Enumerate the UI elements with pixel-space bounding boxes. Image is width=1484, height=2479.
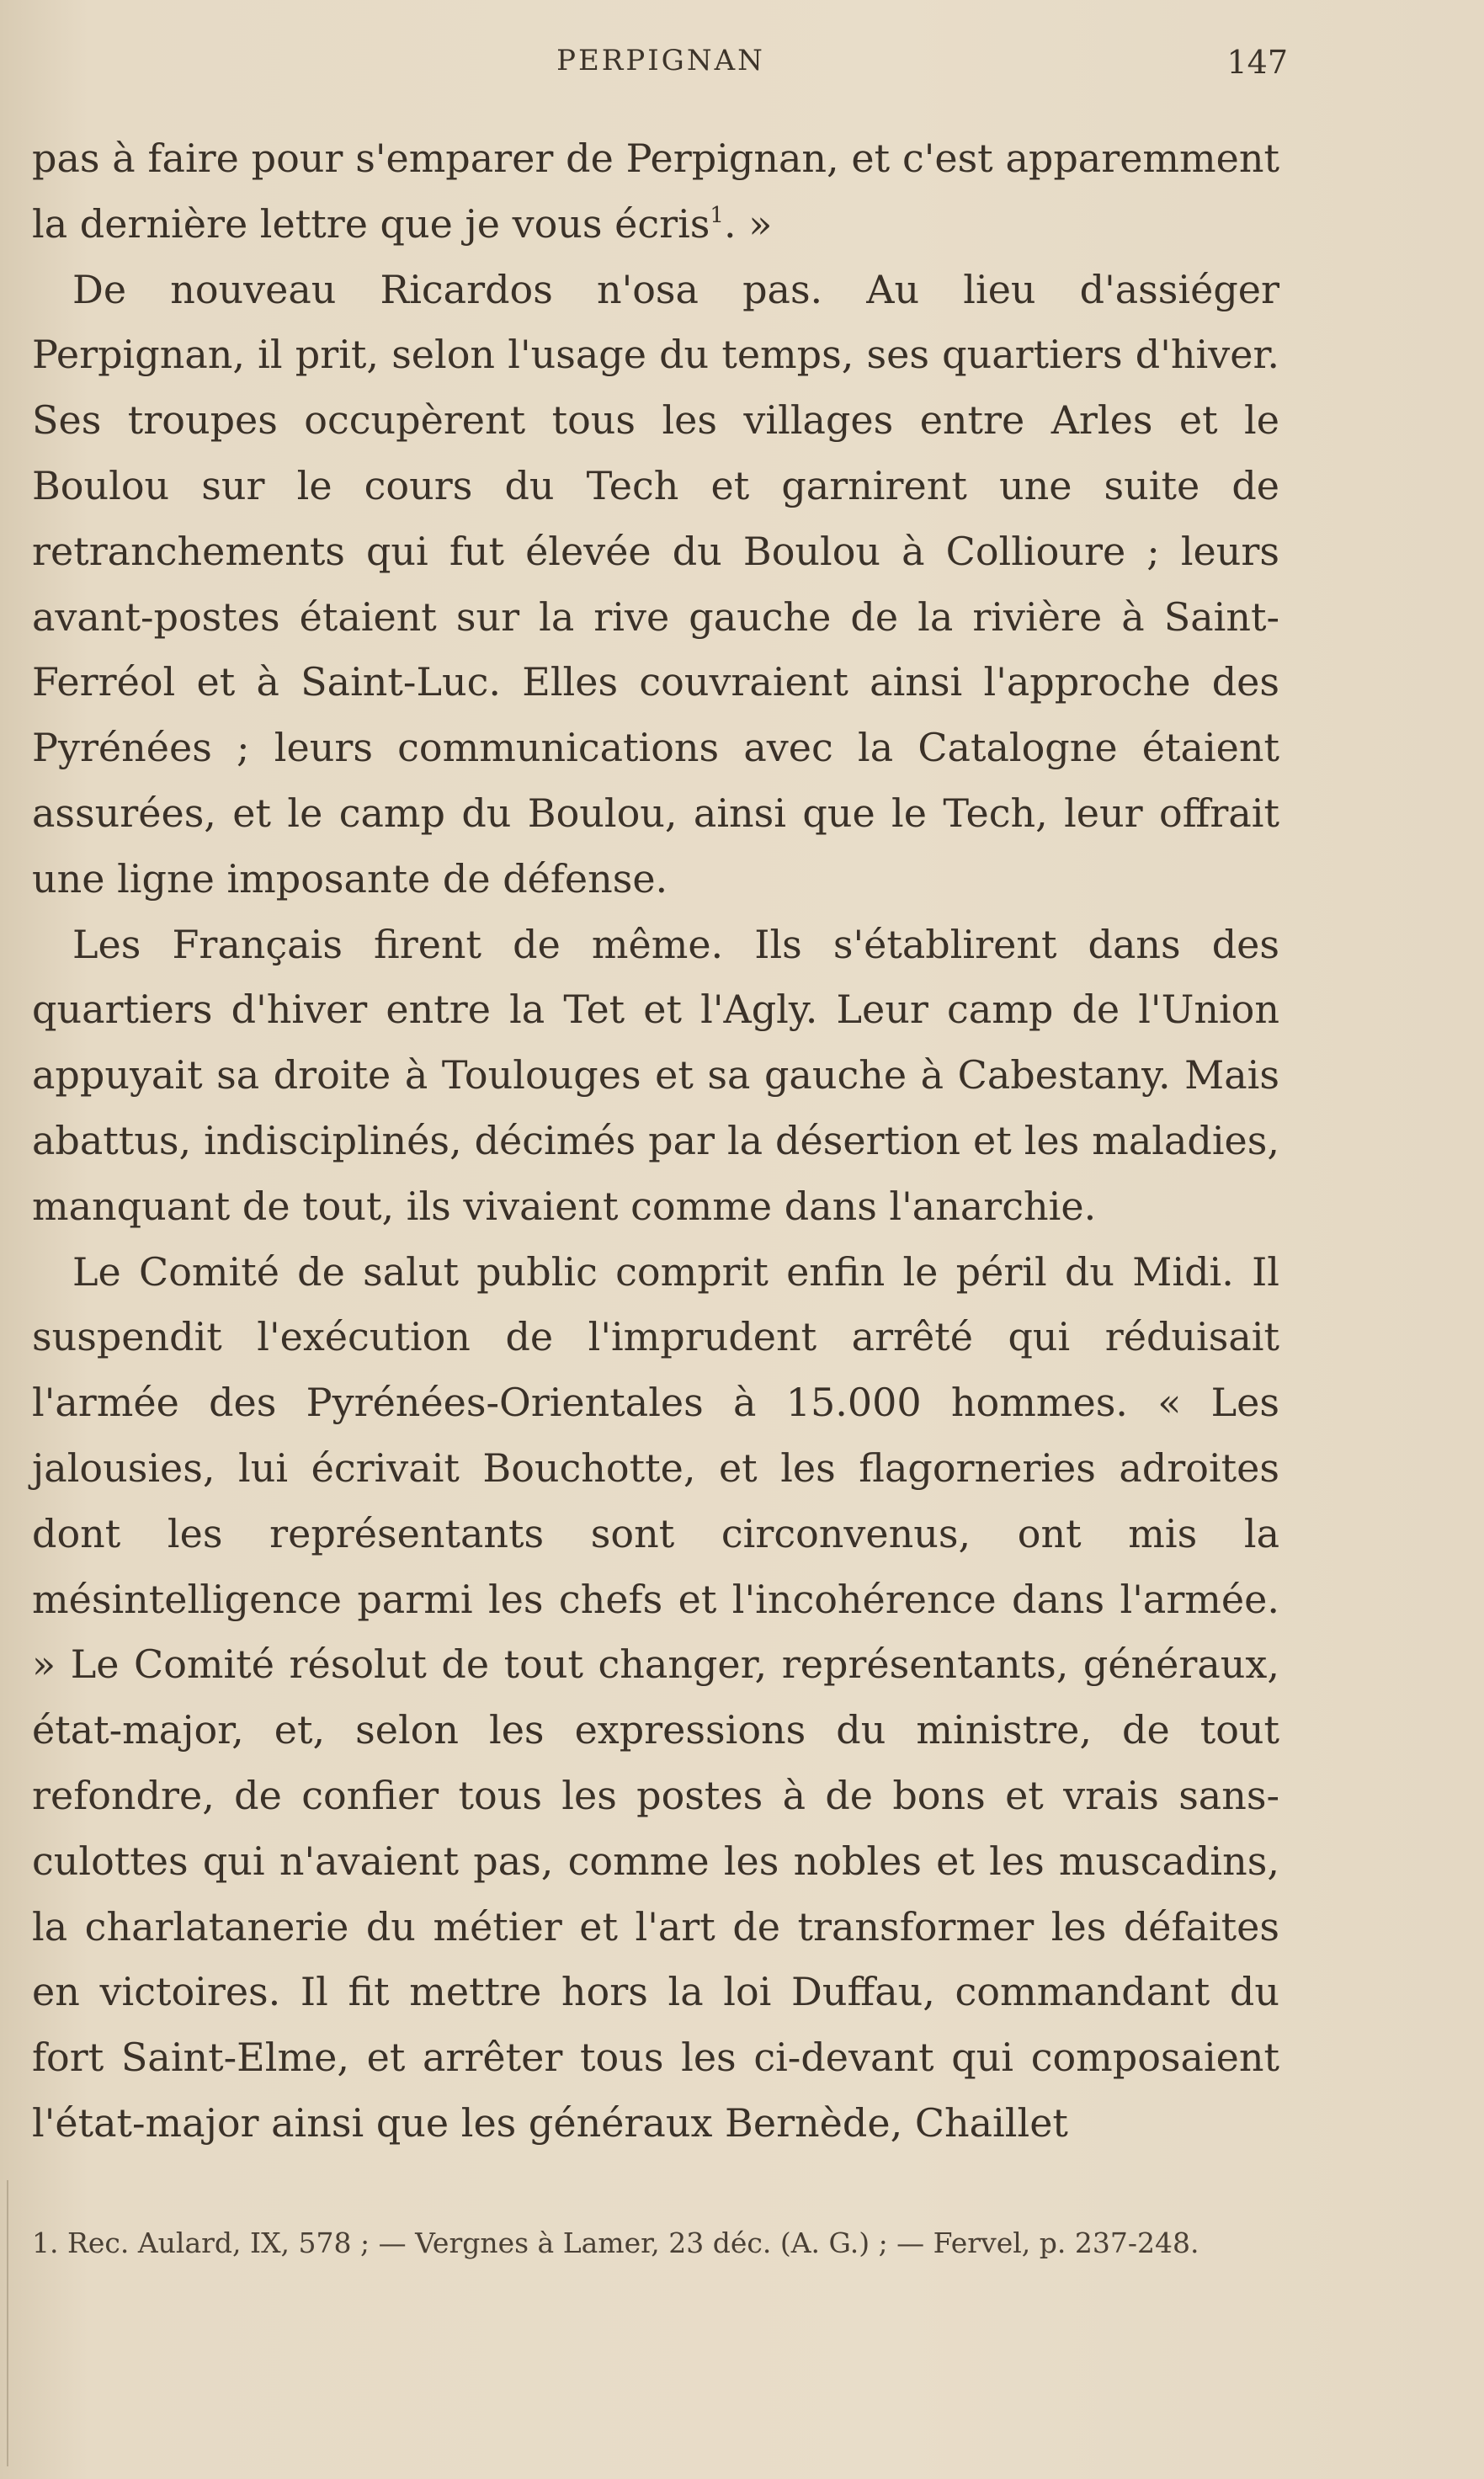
main-text xyxy=(32,126,1279,2157)
page-number: 147 xyxy=(1226,44,1288,81)
page-header xyxy=(34,44,1288,94)
paragraph-4: Le Comité de salut public comprit enfin le péril du Midi. Il suspendit l'exécution de l'imprudent arrêté qui réduisait l'armée des Pyrénées-Orientales à 15.000 hommes. « Les jalousies, lui écrivait Bouchotte, et les flagorneries adroites dont les représentants sont circonvenus, ont mis la mésintelligence parmi les chefs et l'incohérence dans l'armée. » Le Comité résolut de tout changer, représentants, généraux, état-major, et, selon les expressions du ministre, de tout refondre, de confier tous les postes à de bons et vrais sans-culottes qui n'avaient pas, comme les nobles et les muscadins, la charlatanerie du métier et l'art de transformer les défaites en victoires. Il fit mettre hors la loi Duffau, commandant du fort Saint-Elme, et arrêter tous les ci-devant qui composaient l'état-major ainsi que les généraux Bernède, Chaillet xyxy=(32,1248,1279,2146)
paragraph-1 xyxy=(32,126,1279,258)
paragraph-1-end: . » xyxy=(723,200,773,247)
paragraph-1-text: pas à faire pour s'emparer de Perpignan, et c'est apparemment la dernière lettre que je vous écris xyxy=(32,136,1279,247)
paragraph-2: De nouveau Ricardos n'osa pas. Au lieu d'assiéger Perpignan, il prit, selon l'usage du temps, ses quartiers d'hiver. Ses troupes occupèrent tous les villages entre Arles et le Boulou sur le cours du Tech et garnirent une suite de retranchements qui fut élevée du Boulou à Collioure ; leurs avant-postes étaient sur la rive gauche de la rivière à Saint-Ferréol et à Saint-Luc. Elles couvraient ainsi l'approche des Pyrénées ; leurs communications avec la Catalogne étaient assurées, et le camp du Boulou, ainsi que le Tech, leur offrait une ligne imposante de défense. xyxy=(32,266,1279,902)
paragraph-3: Les Français firent de même. Ils s'établirent dans des quartiers d'hiver entre la Tet et l'Agly. Leur camp de l'Union appuyait sa droite à Toulouges et sa gauche à Cabestany. Mais abattus, indisciplinés, décimés par la désertion et les maladies, manquant de tout, ils vivaient comme dans l'anarchie. xyxy=(32,921,1279,1229)
footnote xyxy=(32,2226,1279,2260)
page-edge-shadow xyxy=(7,2180,8,2466)
running-title: PERPIGNAN xyxy=(556,44,765,77)
footnote-number: 1. xyxy=(32,2226,59,2259)
footnote-reference: 1 xyxy=(710,202,724,228)
footnote-text: Rec. Aulard, IX, 578 ; — Vergnes à Lamer, 23 déc. (A. G.) ; — Fervel, p. 237-248. xyxy=(67,2226,1199,2259)
